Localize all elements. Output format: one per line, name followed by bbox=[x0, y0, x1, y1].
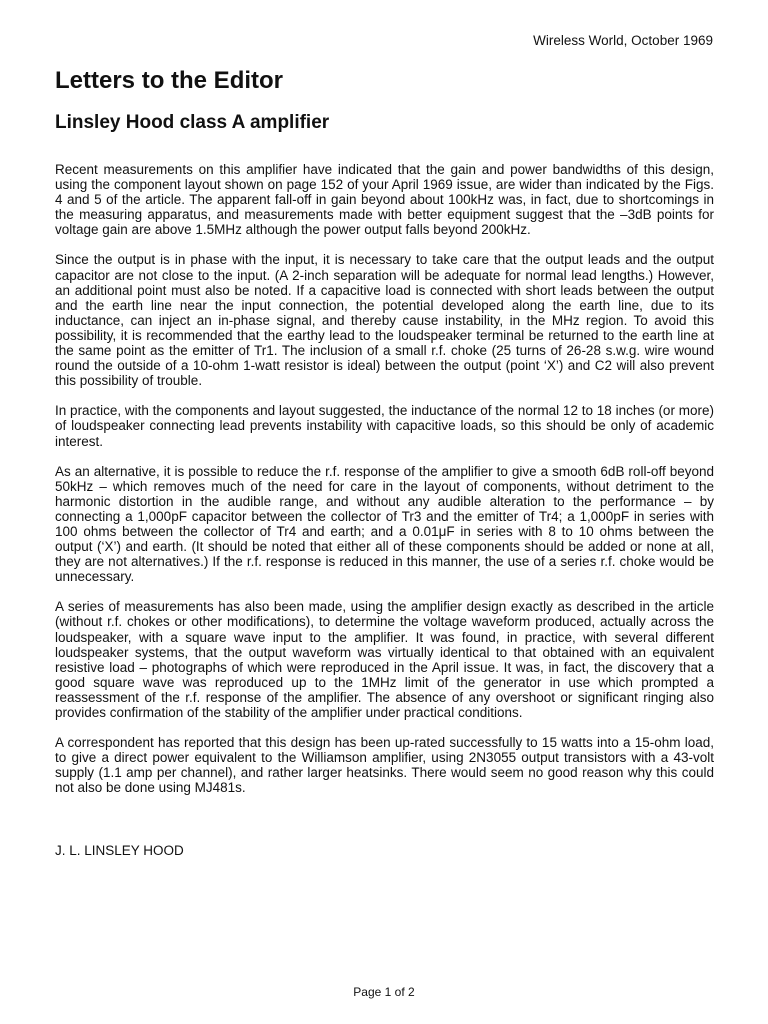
letter-subtitle: Linsley Hood class A amplifier bbox=[55, 112, 330, 133]
paragraph: A correspondent has reported that this design has been up-rated successfully to 15 watts into a 15-ohm load, to give a direct power equivalent to the Williamson amplifier, using 2N3055 output transistors with a 43-volt supply (1.1 amp per channel), and rather larger heatsinks. There would seem no good reason why this could not also be done using MJ481s. bbox=[55, 735, 714, 796]
letter-body bbox=[55, 162, 714, 810]
paragraph: Since the output is in phase with the input, it is necessary to take care that the output leads and the output capacitor are not close to the input. (A 2-inch separation will be adequate for normal lead lengths.) However, an additional point must also be noted. If a capacitive load is connected with short leads between the output and the earth line near the input connection, the potential developed along the earth line, due to its inductance, can inject an in-phase signal, and thereby cause instability, in the MHz region. To avoid this possibility, it is recommended that the earthy lead to the loudspeaker terminal be returned to the earth line at the same point as the emitter of Tr1. The inclusion of a small r.f. choke (25 turns of 26-28 s.w.g. wire wound round the outside of a 10-ohm 1-watt resistor is ideal) between the output (point ‘X’) and C2 will also prevent this possibility of trouble. bbox=[55, 252, 714, 389]
author-signature: J. L. LINSLEY HOOD bbox=[55, 843, 184, 858]
page-title: Letters to the Editor bbox=[55, 67, 284, 94]
paragraph: Recent measurements on this amplifier have indicated that the gain and power bandwidths of this design, using the component layout shown on page 152 of your April 1969 issue, are wider than indicated by the Figs. 4 and 5 of the article. The apparent fall-off in gain beyond about 100kHz was, in fact, due to shortcomings in the measuring apparatus, and measurements made with better equipment suggest that the –3dB points for voltage gain are above 1.5MHz although the power output falls beyond 200kHz. bbox=[55, 162, 714, 238]
publication-header: Wireless World, October 1969 bbox=[533, 33, 713, 48]
page-number: Page 1 of 2 bbox=[353, 985, 415, 999]
paragraph: As an alternative, it is possible to reduce the r.f. response of the amplifier to give a smooth 6dB roll-off beyond 50kHz – which removes much of the need for care in the layout of components, without detriment to the harmonic distortion in the audible range, and without any audible alteration to the performance – by connecting a 1,000pF capacitor between the collector of Tr3 and the emitter of Tr4; a 1,000pF in series with 100 ohms between the collector of Tr4 and earth; and a 0.01μF in series with 8 to 10 ohms between the output (‘X’) and earth. (It should be noted that either all of these components should be added or none at all, they are not alternatives.) If the r.f. response is reduced in this manner, the use of a series r.f. choke would be unnecessary. bbox=[55, 463, 714, 585]
paragraph: A series of measurements has also been made, using the amplifier design exactly as described in the article (without r.f. chokes or other modifications), to determine the voltage waveform produced, actually across the loudspeaker, with a square wave input to the amplifier. It was found, in practice, with several different loudspeaker systems, that the output waveform was virtually identical to that obtained with an equivalent resistive load – photographs of which were reproduced in the April issue. It was, in fact, the discovery that a good square wave was reproduced up to the 1MHz limit of the generator in use which prompted a reassessment of the r.f. response of the amplifier. The absence of any overshoot or significant ringing also provides confirmation of the stability of the amplifier under practical conditions. bbox=[55, 599, 714, 720]
paragraph: In practice, with the components and layout suggested, the inductance of the normal 12 to 18 inches (or more) of loudspeaker connecting lead prevents instability with capacitive loads, so this should be only of academic interest. bbox=[55, 403, 714, 449]
